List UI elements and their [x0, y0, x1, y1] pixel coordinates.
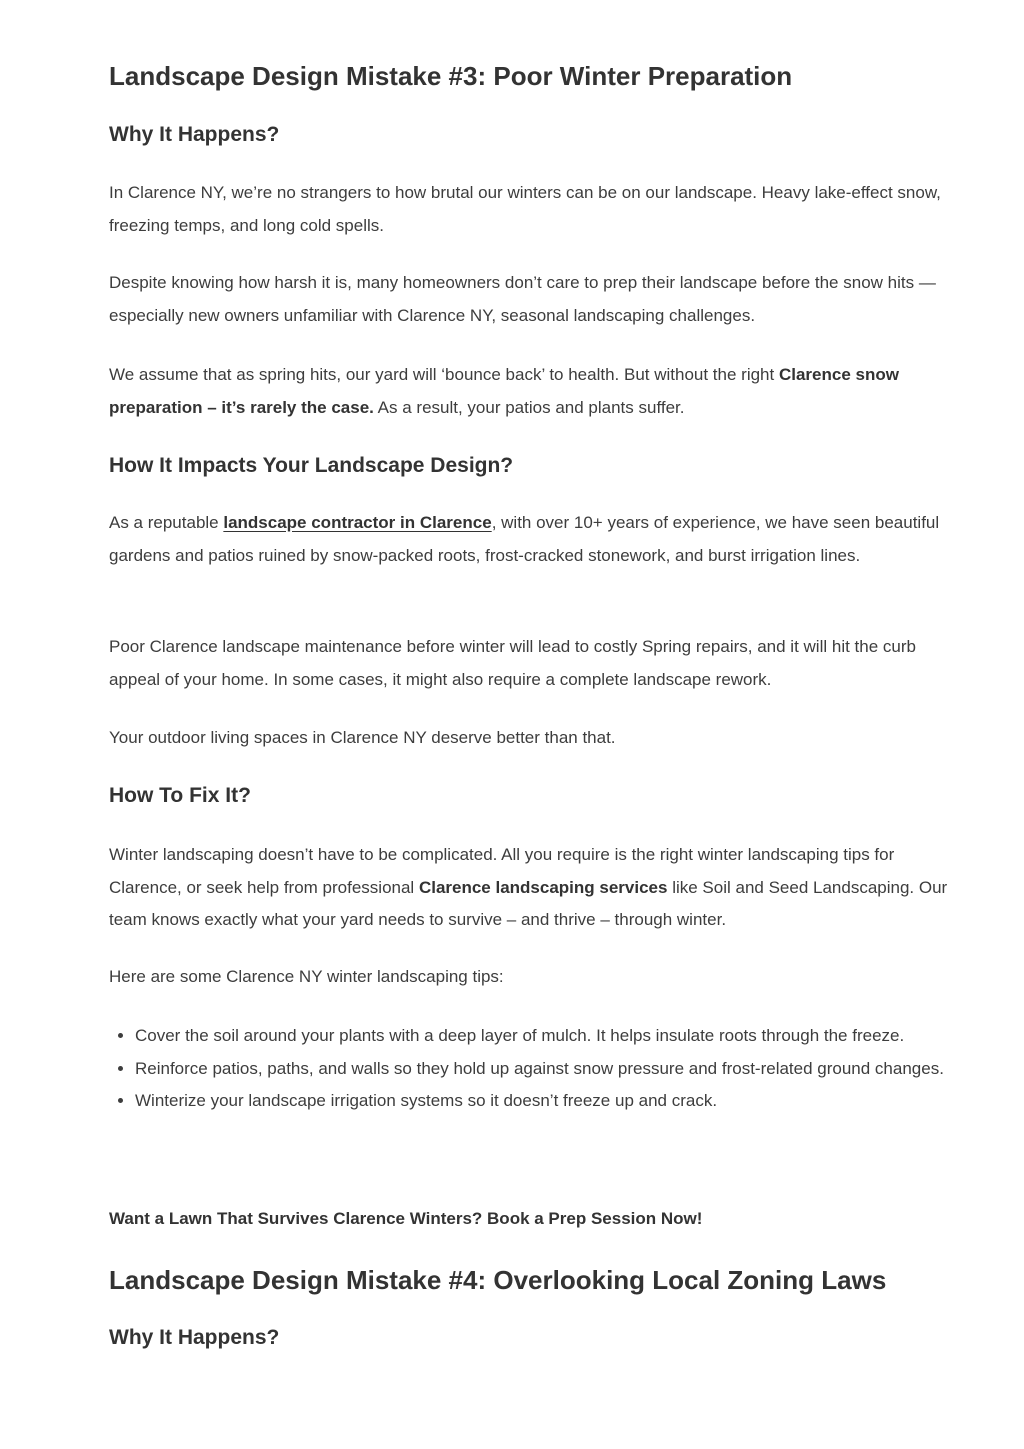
- bold-phrase: Clarence landscaping services: [418, 877, 668, 897]
- paragraph-text: like Soil and Seed Landscaping. Our team knows exactly what your yard needs to survive – and thrive – through winter.: [109, 877, 948, 929]
- section-3-why-paragraph-3: [109, 359, 949, 424]
- list-item: • Reinforce patios, paths, and walls so they hold up against snow pressure and frost-related ground changes.: [135, 1053, 949, 1086]
- paragraph-text: As a reputable: [109, 513, 224, 532]
- paragraph-text: We assume that as spring hits, our yard will ‘bounce back’ to health. But without the right: [109, 365, 779, 384]
- paragraph-text: As a result, your patios and plants suffer.: [373, 397, 685, 417]
- section-3-impact-paragraph-3: Your outdoor living spaces in Clarence NY deserve better than that.: [109, 728, 616, 747]
- paragraph-text: , with over 10+ years of experience, we have seen beautiful gardens and patios ruined by snow-packed roots, frost-cracked stonework, and burst irrigation lines.: [109, 513, 940, 565]
- section-3-heading: Landscape Design Mistake #3: Poor Winter Preparation: [109, 61, 793, 91]
- section-3-impact-paragraph-2: Poor Clarence landscape maintenance before winter will lead to costly Spring repairs, and it will hit the curb appeal of your home. In some cases, it might also require a complete landscape rework.: [109, 637, 916, 689]
- section-3-fix-heading: How To Fix It?: [109, 784, 251, 807]
- list-item: • Cover the soil around your plants with a deep layer of mulch. It helps insulate roots through the freeze.: [135, 1020, 949, 1053]
- section-3-why-paragraph-2: Despite knowing how harsh it is, many homeowners don’t care to prep their landscape before the snow hits — especially new owners unfamiliar with Clarence NY, seasonal landscaping challenges.: [109, 273, 936, 325]
- section-3-impact-paragraph-1: [109, 507, 949, 572]
- landscape-contractor-link[interactable]: landscape contractor in Clarence: [223, 513, 492, 532]
- section-4-why-heading: Why It Happens?: [109, 1326, 280, 1349]
- winter-tips-list: [109, 1020, 949, 1118]
- list-item: • Winterize your landscape irrigation systems so it doesn’t freeze up and crack.: [135, 1085, 949, 1118]
- section-3-fix-paragraph-2: Here are some Clarence NY winter landscaping tips:: [109, 967, 504, 986]
- section-3-why-heading: Why It Happens?: [109, 123, 280, 146]
- section-3-impact-heading: How It Impacts Your Landscape Design?: [109, 454, 514, 477]
- paragraph-text: Winter landscaping doesn’t have to be complicated. All you require is the right winter landscaping tips for Clarence, or seek help from professional: [109, 845, 895, 897]
- section-3-why-paragraph-1: In Clarence NY, we’re no strangers to how brutal our winters can be on our landscape. Heavy lake-effect snow, freezing temps, and long cold spells.: [109, 183, 941, 235]
- call-to-action: Want a Lawn That Survives Clarence Winters? Book a Prep Session Now!: [109, 1209, 703, 1228]
- section-4-heading: Landscape Design Mistake #4: Overlooking Local Zoning Laws: [109, 1265, 887, 1295]
- bold-phrase: Clarence snow preparation – it’s rarely the case.: [109, 365, 899, 417]
- section-3-fix-paragraph-1: [109, 839, 949, 937]
